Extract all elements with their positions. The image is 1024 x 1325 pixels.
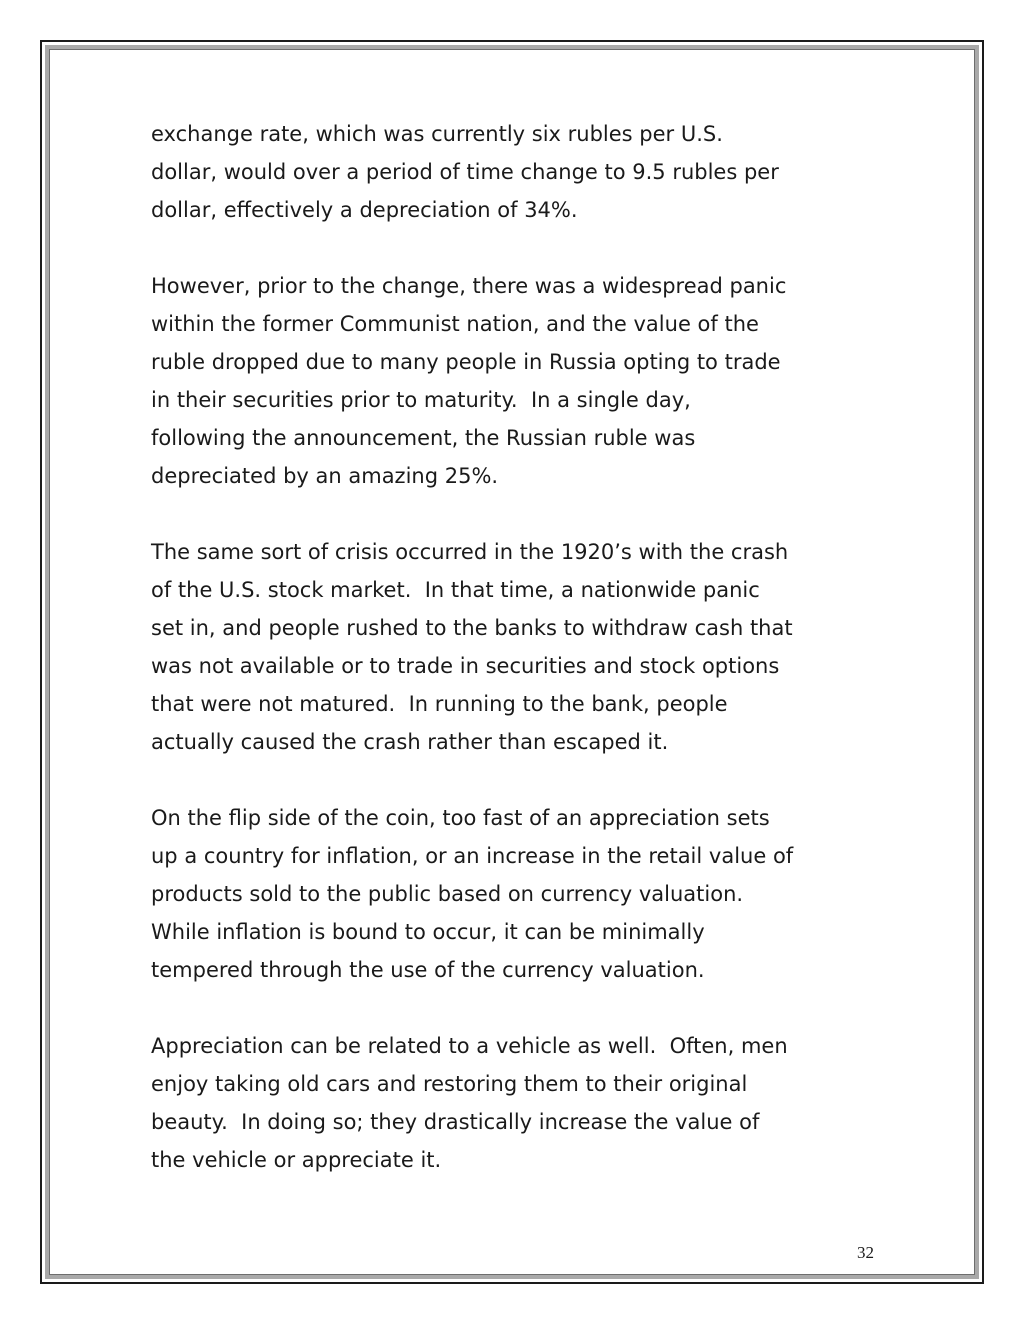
paragraph-vehicle-appreciation: Appreciation can be related to a vehicle as well. Often, men enjoy taking old cars and restoring them to their original beauty. In doing so; they drastically increase the value of the vehicle or appreciate it. xyxy=(151,1034,788,1172)
page-number: 32 xyxy=(857,1243,874,1262)
paragraph-stock-market-crash: The same sort of crisis occurred in the 1920’s with the crash of the U.S. stock market. In that time, a nationwide panic set in, and people rushed to the banks to withdraw cash that was not available or to trade in securities and stock options that were not matured. In running to the bank, people actually caused the crash rather than escaped it. xyxy=(151,540,793,754)
body-text xyxy=(151,115,891,1179)
paragraph-inflation: On the flip side of the coin, too fast of an appreciation sets up a country for inflation, or an increase in the retail value of products sold to the public based on currency valuation. While inflation is bound to occur, it can be minimally tempered through the use of the currency valuation. xyxy=(151,806,794,982)
paragraph-ruble-panic: However, prior to the change, there was a widespread panic within the former Communist nation, and the value of the ruble dropped due to many people in Russia opting to trade in their securities prior to maturity. In a single day, following the announcement, the Russian ruble was depreciated by an amazing 25%. xyxy=(151,274,787,488)
paragraph-exchange-rate: exchange rate, which was currently six rubles per U.S. dollar, would over a period of time change to 9.5 rubles per dollar, effectively a depreciation of 34%. xyxy=(151,122,779,222)
